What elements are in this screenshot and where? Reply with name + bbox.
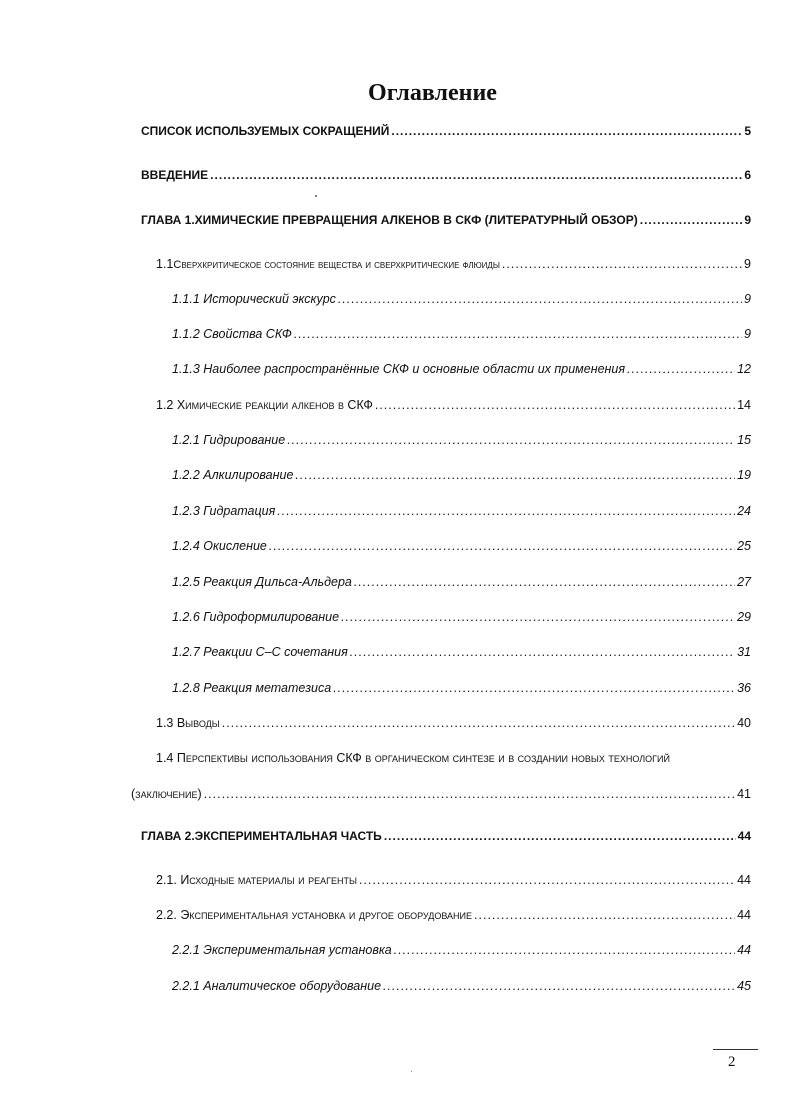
toc-page-number: 40 — [737, 716, 751, 730]
toc-label: (заключение) — [131, 787, 202, 801]
toc-label: 2.2.1 Экспериментальная установка — [172, 943, 392, 957]
section-number: 1.1 — [156, 257, 174, 271]
toc-label: 1.2.4 Окисление — [172, 539, 267, 553]
toc-label: ЭКСПЕРИМЕНТАЛЬНАЯ ЧАСТЬ — [194, 829, 382, 843]
toc-page-number: 44 — [737, 829, 751, 843]
toc-label: 1.2.3 Гидратация — [172, 504, 276, 518]
toc-label: СПИСОК ИСПОЛЬЗУЕМЫХ СОКРАЩЕНИЙ — [141, 124, 390, 138]
toc-entry-1-4-line1[interactable]: 1.4 Перспективы использования СКФ в органическом синтезе и в создании новых технологий — [156, 751, 670, 765]
toc-page-number: 9 — [744, 257, 751, 271]
toc-page-number: 41 — [737, 787, 751, 801]
toc-entry-1-2[interactable] — [156, 398, 751, 412]
scan-speck — [315, 195, 317, 197]
toc-page-number: 9 — [744, 292, 751, 306]
toc-label: 1.3 Выводы — [156, 716, 220, 730]
page-title: Оглавление — [368, 80, 497, 106]
toc-entry-1-2-6[interactable] — [172, 610, 751, 624]
leader-dots — [222, 716, 735, 730]
toc-label: 1.2.8 Реакция метатезиса — [172, 681, 332, 695]
toc-label: ХИМИЧЕСКИЕ ПРЕВРАЩЕНИЯ АЛКЕНОВ В СКФ (ЛИТЕРАТУРНЫЙ ОБЗОР) — [194, 213, 638, 227]
toc-entry-chapter-1[interactable] — [141, 213, 751, 227]
toc-page-number: 12 — [737, 362, 751, 376]
toc-entry-chapter-2[interactable] — [141, 829, 751, 843]
toc-page-number: 44 — [737, 873, 751, 887]
leader-dots — [204, 787, 735, 801]
toc-page-number: 44 — [737, 943, 751, 957]
leader-dots — [391, 124, 742, 138]
toc-label: 1.2.6 Гидроформилирование — [172, 610, 340, 624]
toc-entry-1-2-8[interactable] — [172, 681, 751, 695]
toc-page-number: 5 — [744, 124, 751, 138]
toc-entry-1-2-3[interactable] — [172, 504, 751, 518]
toc-page-number: 14 — [737, 398, 751, 412]
toc-label: 1.2.2 Алкилирование — [172, 468, 294, 482]
leader-dots — [359, 873, 735, 887]
leader-dots — [627, 362, 735, 376]
leader-dots — [502, 257, 742, 271]
leader-dots — [350, 645, 735, 659]
toc-page-number: 36 — [737, 681, 751, 695]
leader-dots — [294, 327, 742, 341]
toc-label: 1.1.3 Наиболее распространённые СКФ и основные области их применения — [172, 362, 626, 376]
toc-page-number: 9 — [744, 327, 751, 341]
toc-page-number: 24 — [737, 504, 751, 518]
toc-label: 1.1.2 Свойства СКФ — [172, 327, 292, 341]
toc-page-number: 29 — [737, 610, 751, 624]
chapter-number: ГЛАВА 2. — [141, 829, 195, 843]
leader-dots — [384, 829, 736, 843]
leader-dots — [394, 943, 735, 957]
toc-entry-1-1-2[interactable] — [172, 327, 751, 341]
leader-dots — [269, 539, 735, 553]
leader-dots — [287, 433, 735, 447]
toc-page-number: 31 — [737, 645, 751, 659]
toc-entry-1-3[interactable] — [156, 716, 751, 730]
toc-page-number: 6 — [744, 168, 751, 182]
toc-label: 2.1. Исходные материалы и реагенты — [156, 873, 357, 887]
toc-entry-introduction[interactable] — [141, 168, 751, 182]
toc-entry-2-2[interactable] — [156, 908, 751, 922]
toc-label: 1.2.7 Реакции С–С сочетания — [172, 645, 348, 659]
toc-entry-1-2-4[interactable] — [172, 539, 751, 553]
toc-page-number: 9 — [744, 213, 751, 227]
leader-dots — [338, 292, 742, 306]
leader-dots — [341, 610, 735, 624]
chapter-number: ГЛАВА 1. — [141, 213, 195, 227]
scan-speck — [411, 1071, 412, 1072]
toc-label: 1.2.5 Реакция Дильса-Альдера — [172, 575, 352, 589]
toc-label: Сверхкритическое состояние вещества и сверхкритические флюиды — [173, 259, 500, 271]
toc-entry-2-1[interactable] — [156, 873, 751, 887]
leader-dots — [383, 979, 735, 993]
toc-page-number: 44 — [737, 908, 751, 922]
toc-label: 2.2. Экспериментальная установка и другое оборудование — [156, 908, 473, 922]
leader-dots — [474, 908, 735, 922]
toc-entry-1-2-7[interactable] — [172, 645, 751, 659]
toc-entry-1-1[interactable] — [156, 257, 751, 271]
toc-entry-2-2-1b[interactable] — [172, 979, 751, 993]
toc-entry-1-1-3[interactable] — [172, 362, 751, 376]
leader-dots — [333, 681, 735, 695]
leader-dots — [295, 468, 735, 482]
toc-label: 1.2 Химические реакции алкенов в СКФ — [156, 398, 373, 412]
leader-dots — [354, 575, 735, 589]
toc-entry-1-4[interactable] — [131, 787, 751, 801]
leader-dots — [277, 504, 735, 518]
toc-label: 1.2.1 Гидрирование — [172, 433, 286, 447]
leader-dots — [640, 213, 743, 227]
leader-dots — [210, 168, 742, 182]
toc-entry-abbreviations[interactable] — [141, 124, 751, 138]
toc-page-number: 15 — [737, 433, 751, 447]
toc-label: 2.2.1 Аналитическое оборудование — [172, 979, 382, 993]
footer-rule — [713, 1049, 758, 1050]
toc-entry-1-1-1[interactable] — [172, 292, 751, 306]
toc-page-number: 27 — [737, 575, 751, 589]
toc-entry-1-2-2[interactable] — [172, 468, 751, 482]
toc-page-number: 25 — [737, 539, 751, 553]
toc-label: ВВЕДЕНИЕ — [141, 168, 209, 182]
toc-entry-1-2-1[interactable] — [172, 433, 751, 447]
toc-label: 1.1.1 Исторический экскурс — [172, 292, 336, 306]
page-number: 2 — [728, 1054, 736, 1070]
toc-page-number: 19 — [737, 468, 751, 482]
toc-entry-1-2-5[interactable] — [172, 575, 751, 589]
leader-dots — [375, 398, 735, 412]
toc-page-number: 45 — [737, 979, 751, 993]
toc-entry-2-2-1[interactable] — [172, 943, 751, 957]
